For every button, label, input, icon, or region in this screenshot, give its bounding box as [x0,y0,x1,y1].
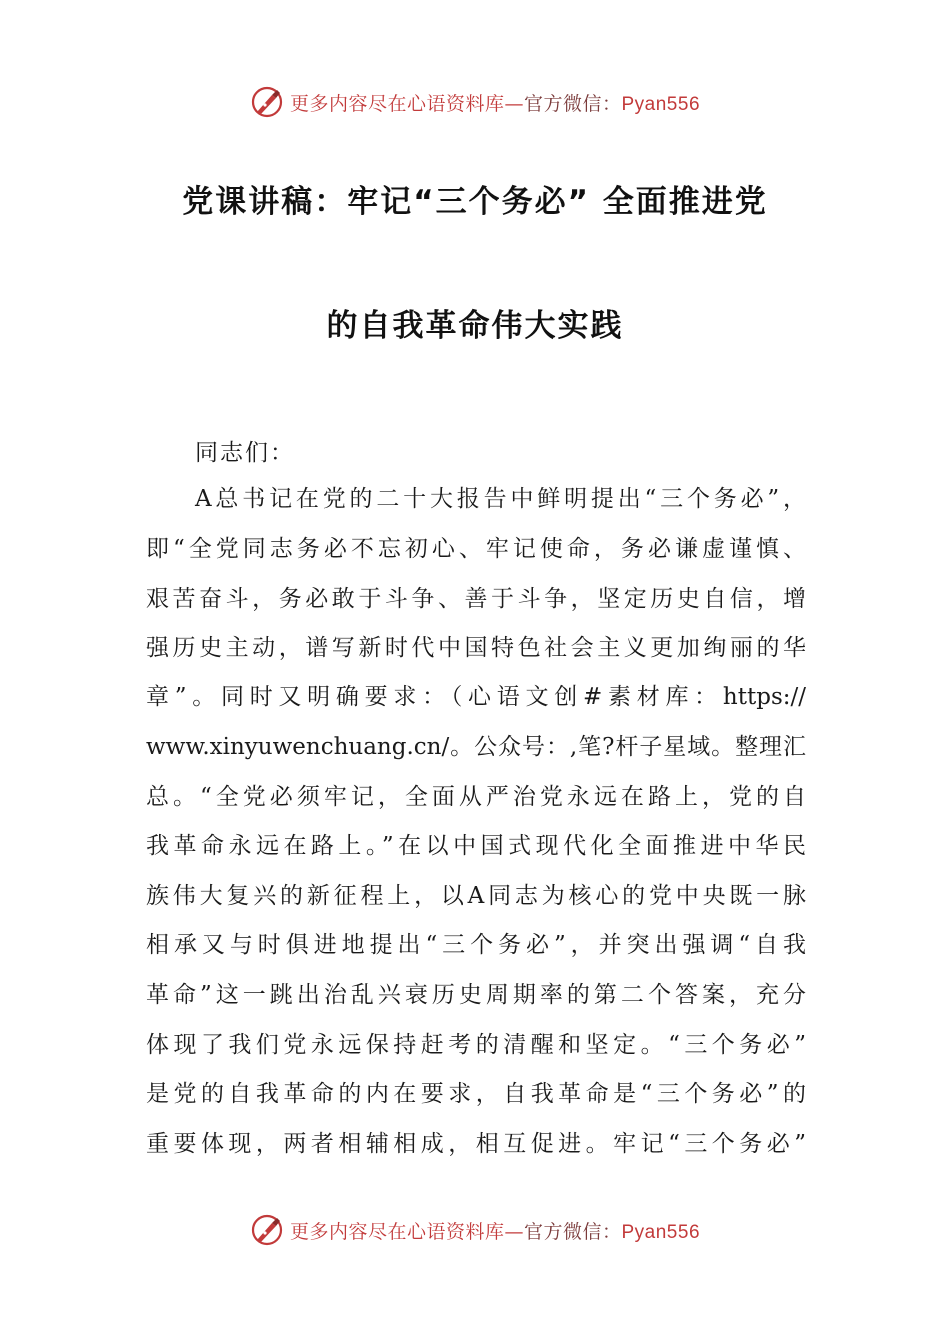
body-line: 是党的自我革命的内在要求，自我革命是“三个务必”的 [146,1081,806,1107]
body-line: www.xinyuwenchuang.cn/。公众号：,笔?杆子星域。整理汇 [146,734,806,760]
body-line: 相承又与时俱进地提出“三个务必”，并突出强调“自我 [146,932,806,958]
watermark-wechat-id: Pyan556 [621,1221,701,1243]
body-line: 革命”这一跳出治乱兴衰历史周期率的第二个答案，充分 [146,982,806,1008]
watermark-wechat-id: Pyan556 [621,93,701,115]
body-line: 总。“全党必须牢记，全面从严治党永远在路上，党的自 [146,784,806,810]
header-watermark [0,82,950,122]
body-line: 即“全党同志务必不忘初心、牢记使命，务必谦虚谨慎、 [146,536,806,562]
watermark-main: 更多内容尽在心语资料库 [289,1220,505,1243]
greeting: 同志们： [195,440,295,466]
document-title-line-2: 的自我革命伟大实践 [326,308,624,344]
watermark-dash: — [504,92,524,115]
watermark-text [290,1217,700,1244]
watermark-official-label: 官方微信： [523,1220,622,1243]
body-line: 重要体现，两者相辅相成，相互促进。牢记“三个务必” [146,1131,806,1157]
body-line: 艰苦奋斗，务必敢于斗争、善于斗争，坚定历史自信，增 [146,586,806,612]
pen-nib-in-circle-icon [250,1213,284,1247]
footer-watermark [0,1210,950,1250]
watermark-official-label: 官方微信： [523,92,622,115]
body-line: 章”。同时又明确要求：（心语文创#素材库：https:// [146,684,806,710]
watermark-dash: — [504,1220,524,1243]
body-line: 强历史主动，谱写新时代中国特色社会主义更加绚丽的华 [146,635,806,661]
body-line: 我革命永远在路上。”在以中国式现代化全面推进中华民 [146,833,806,859]
watermark-main: 更多内容尽在心语资料库 [289,92,505,115]
document-title-line-1: 党课讲稿：牢记“三个务必” 全面推进党 [182,184,768,220]
watermark-text [290,89,700,116]
body-line: 族伟大复兴的新征程上，以A同志为核心的党中央既一脉 [146,883,806,909]
body-line: 体现了我们党永远保持赶考的清醒和坚定。“三个务必” [146,1032,806,1058]
pen-nib-in-circle-icon [250,85,284,119]
body-line: A总书记在党的二十大报告中鲜明提出“三个务必”， [195,486,806,512]
